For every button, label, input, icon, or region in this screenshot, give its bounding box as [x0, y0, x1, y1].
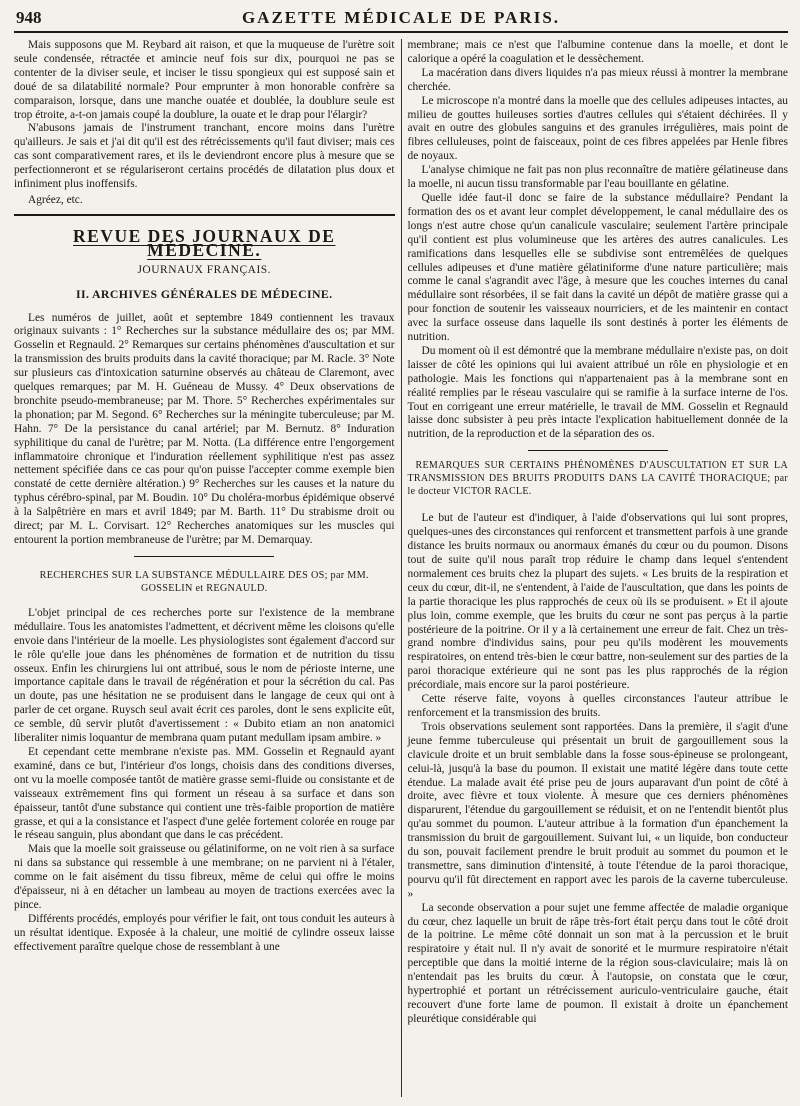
- short-divider: [134, 556, 274, 557]
- paragraph: Du moment où il est démontré que la membrane médullaire n'existe pas, on doit laisser de côté les opinions qui lui avaient attribué un rôle en physiologie et en pathologie. Mais les fonctions qui n'appartenaient pas à la membrane sont en réalité remplies par le réseau vasculaire qui se ramifie à la surface interne de l'os. Tout en corrigeant une erreur matérielle, le travail de MM. Gosselin et Regnauld laisse donc subsister à peu près intacte l'explication habituellement donnée de la nutrition, de la reproduction et de la séparation des os.: [407, 344, 788, 441]
- paragraph: Cette réserve faite, voyons à quelles circonstances l'auteur attribue le renforcement et la transmission des bruits.: [407, 693, 788, 719]
- paragraph: Trois observations seulement sont rapportées. Dans la première, il s'agit d'une jeune femme tuberculeuse qui présentait un bruit de gargouillement sous la clavicule droite et un bruit semblable dans la fosse sous-épineuse se prolongeant, celui-là, jusqu'à la base du poumon. Il existait une matité légère dans toute cette étendue. La malade avait été prise peu de jours auparavant d'un point de côté à droite, avec fièvre et toux violente. À mesure que ces derniers phénomènes disparurent, l'étendue du gargouillement se réduisit, et on ne l'entendit bientôt plus qu'au sommet du poumon. L'auteur attribue à la formation d'un épanchement la transmission du bruit de gargouillement. Suivant lui, « un liquide, bon conducteur du son, pouvait facilement prendre le bruit produit au sommet du poumon et le transmettre, sans diminution d'intensité, à toute l'étendue de la paroi thoracique, pourvu qu'il fût directement en rapport avec les parois de la caverne tuberculeuse. »: [407, 720, 788, 900]
- paragraph: Le microscope n'a montré dans la moelle que des cellules adipeuses intactes, au milieu de gouttes huileuses sorties d'autres cellules qui s'étaient déchirées. Il y avait en outre des globules sanguins et des granules irrégulières, mais point de fibres celluleuses, point de faisceaux, point de ces fibres appelées par Henle fibres de noyaux.: [407, 94, 788, 163]
- left-column: [14, 39, 402, 1097]
- paragraph: membrane; mais ce n'est que l'albumine contenue dans la moelle, et dont le calorique a opéré la coagulation et le dessèchement.: [407, 39, 788, 65]
- paragraph: Quelle idée faut-il donc se faire de la substance médullaire? Pendant la formation des os et avant leur complet développement, le canal médullaire des os longs n'est autre chose qu'un canalicule vasculaire; seulement l'artère principale qu'il contient est plus volumineuse que les artères des autres canalicules. Les ramifications dans lesquelles elle se subdivise sont entremêlées de quelques cellules adipeuses et d'une matière gélatiniforme d'une nature particulière; mais comme le canal s'agrandit avec l'âge, à mesure que les couches internes du canal médullaire sont résorbées, il se fait dans la cavité un dépôt de matière grasse qui a pour fonction de soutenir les vaisseaux nourriciers, et de les maintenir en contact avec la surface osseuse dans laquelle ils sont destinés à porter les éléments de nutrition.: [407, 191, 788, 344]
- section-subtitle: JOURNAUX FRANÇAIS.: [137, 263, 272, 276]
- publication-title: GAZETTE MÉDICALE DE PARIS.: [241, 8, 561, 27]
- section-title: REVUE DES JOURNAUX DE MÉDECINE.: [73, 225, 336, 260]
- paragraph: Le but de l'auteur est d'indiquer, à l'aide d'observations qui lui sont propres, quelques-unes des circonstances qui renforcent et transmettent parfois à une grande distance les bruits normaux ou anormaux émanés du cœur ou du poumon. Disons tout de suite qu'il nous paraît trop réduire le champ dans lequel s'entendent normalement ces bruits chez la plupart des sujets. « Les bruits de la respiration et ceux du cœur, dit-il, ne s'entendent, à l'aide de l'auscultation, que dans les points de la partie thoracique les plus rapprochés de ceux où ils se produisent. » Et il ajoute plus loin, comme exemple, que les bruits du cœur ne sont pas perçus à la partie postérieure de la poitrine. Or il y a là certainement une erreur de fait. Chez un très-grand nombre d'individus sains, pour peu qu'ils modèrent les mouvements respiratoires, on entend très-bien le cœur battre, non-seulement sur des parties de la paroi thoracique extérieure qui ne sont pas les plus rapprochés de la région précordiale, mais encore sur la paroi postérieure.: [407, 512, 788, 692]
- paragraph: Différents procédés, employés pour vérifier le fait, ont tous conduit les auteurs à un résultat identique. Exposée à la chaleur, une moitié de cylindre osseux laisse effectivement paraître quelque chose de ressemblant à une: [14, 912, 395, 953]
- paragraph: L'objet principal de ces recherches porte sur l'existence de la membrane médullaire. Tous les anatomistes l'admettent, et décrivent même les cloisons qu'elle envoie dans l'intérieur de la moelle. Les physiologistes sont également d'accord sur le rôle qu'elle joue dans les phénomènes de formation et de nutrition du tissu osseux. Enfin les chirurgiens lui ont attribué, sous le nom de périoste interne, une importance capitale dans le travail de régénération et pour la sécrétion du cal. Pas un doute, pas une hésitation ne se produisent dans le langage de ceux qui ont à parler de cet organe. Ruysch seul avait écrit ces paroles, dont le sens explicite eût, ce semble, dû servir plutôt d'avertissement : « Dubito etiam an non anatomici liberaliter nimis loquantur de membrana quam putant medullam ipsam ambire. »: [14, 606, 395, 745]
- paragraph: La seconde observation a pour sujet une femme affectée de maladie organique du cœur, chez laquelle un bruit de râpe très-fort était perçu dans tout le côté droit de la poitrine. Le même côté donnait un son mat à la percussion et le bruit respiratoire y était nul. Il n'y avait de sonorité et le murmure respiratoire n'était perceptible que dans la moitié interne de la région sous-claviculaire; mais là on n'entendait pas les bruits du cœur. À l'autopsie, on constata que le cœur, hypertrophié et portant un rétrécissement auriculo-ventriculaire gauche, était recouvert d'une forte lame de poumon. Il existait à droite un épanchement pleurétique considérable qui: [407, 901, 788, 1025]
- article-heading: REMARQUES SUR CERTAINS PHÉNOMÈNES D'AUSCULTATION ET SUR LA TRANSMISSION DES BRUITS PRODUITS DANS LA CAVITÉ THORACIQUE; par le docteur VICTOR RACLE.: [407, 460, 788, 498]
- paragraph: N'abusons jamais de l'instrument tranchant, encore moins dans l'urètre qu'ailleurs. Je sais et j'ai dit qu'il est des rétrécissements qu'il faut diviser; mais ces cas sont comparativement rares, et ils le deviendront encore plus à mesure que se perfectionneront et se régulariseront certains procédés de dilatation plus doux et infiniment plus inoffensifs.: [14, 122, 395, 191]
- section-divider: [14, 214, 395, 216]
- paragraph: Mais que la moelle soit graisseuse ou gélatiniforme, on ne voit rien à sa surface ni dans sa substance qui ressemble à une membrane; on ne parvient ni à l'étaler, comme on le fait aisément du tissu fibreux, même de celui qui offre le moins d'épaisseur, ni à en détacher un lambeau au moyen de tractions exercées avec la pince.: [14, 843, 395, 911]
- paragraph: La macération dans divers liquides n'a pas mieux réussi à montrer la membrane cherchée.: [407, 66, 788, 93]
- short-divider: [528, 450, 668, 451]
- letter-closing: Agréez, etc.: [28, 193, 83, 206]
- article-heading: RECHERCHES SUR LA SUBSTANCE MÉDULLAIRE DES OS; par MM. GOSSELIN et REGNAULD.: [39, 569, 369, 594]
- paragraph: Les numéros de juillet, août et septembre 1849 contiennent les travaux originaux suivants : 1° Recherches sur la substance médullaire des os; par MM. Gosselin et Regnauld. 2° Remarques sur certains phénomènes d'auscultation et sur la transmission des bruits produits dans la cavité thoracique; par M. Racle. 3° Note sur plusieurs cas d'intoxication saturnine observés au château de Claremont, avec quelques remarques; par M. H. Guéneau de Mussy. 4° Deux observations de bronchite pseudo-membraneuse; par M. Thore. 5° Recherches expérimentales sur la phonation; par M. Segond. 6° Recherches sur la méningite tuberculeuse; par M. Hahn. 7° De la persistance du canal artériel; par M. Bernutz. 8° Induration syphilitique du canal de l'urètre; par M. Notta. (La différence entre l'engorgement inflammatoire chronique et l'induration réellement syphilitique n'est pas assez nettement spécifiée dans ce cas pour qu'on puisse l'accepter comme exemple bien constaté de cette dernière altération.) 9° Recherches sur les causes et la nature du typhus cérébro-spinal, par M. Boudin. 10° Du choléra-morbus épidémique observé à la Salpêtrière en mars et avril 1849; par M. Barth. 11° Du strabisme droit ou direct; par M. L. Corvisart. 12° Recherches anatomiques sur les muscles qui entourent la portion membraneuse de l'urètre; par M. Demarquay.: [14, 311, 395, 546]
- paragraph: L'analyse chimique ne fait pas non plus reconnaître de matière gélatineuse dans la moelle, ni aucun tissu transformable par l'eau bouillante en gélatine.: [407, 164, 788, 191]
- journal-heading: II. ARCHIVES GÉNÉRALES DE MÉDECINE.: [75, 286, 333, 301]
- right-column: [402, 39, 789, 1097]
- page-header: [14, 8, 788, 33]
- paragraph: Et cependant cette membrane n'existe pas. MM. Gosselin et Regnauld ayant examiné, dans ce but, l'intérieur d'os longs, choisis dans des conditions diverses, ont vu la moelle composée tantôt de matière grasse semi-fluide ou consistante et de vaisseaux extrêmement fins qui forment un réseau à sa surface et dans son épaisseur, tantôt d'une substance qui contient une très-faible proportion de matière grasse, et qui a la consistance et l'aspect d'une gelée fortement colorée en rouge par le réseau sanguin, plus abondant que dans le cas précédent.: [14, 745, 395, 842]
- columns: [14, 39, 788, 1097]
- page-number: 948: [16, 8, 42, 27]
- paragraph: Mais supposons que M. Reybard ait raison, et que la muqueuse de l'urètre soit seule condensée, rétractée et amincie neuf fois sur dix, pourquoi ne pas se contenter de la diviser seule, et inciser le tissu spongieux qui est supposé sain et doué de sa dilatabilité normale? Pour emprunter à mon honorable confrère sa comparaison, lorsque, dans une manche ouatée et doublée, la doublure seule est trop étroite, a-t-on jamais coupé la doublure, la ouate et le drap pour l'élargir?: [14, 39, 395, 121]
